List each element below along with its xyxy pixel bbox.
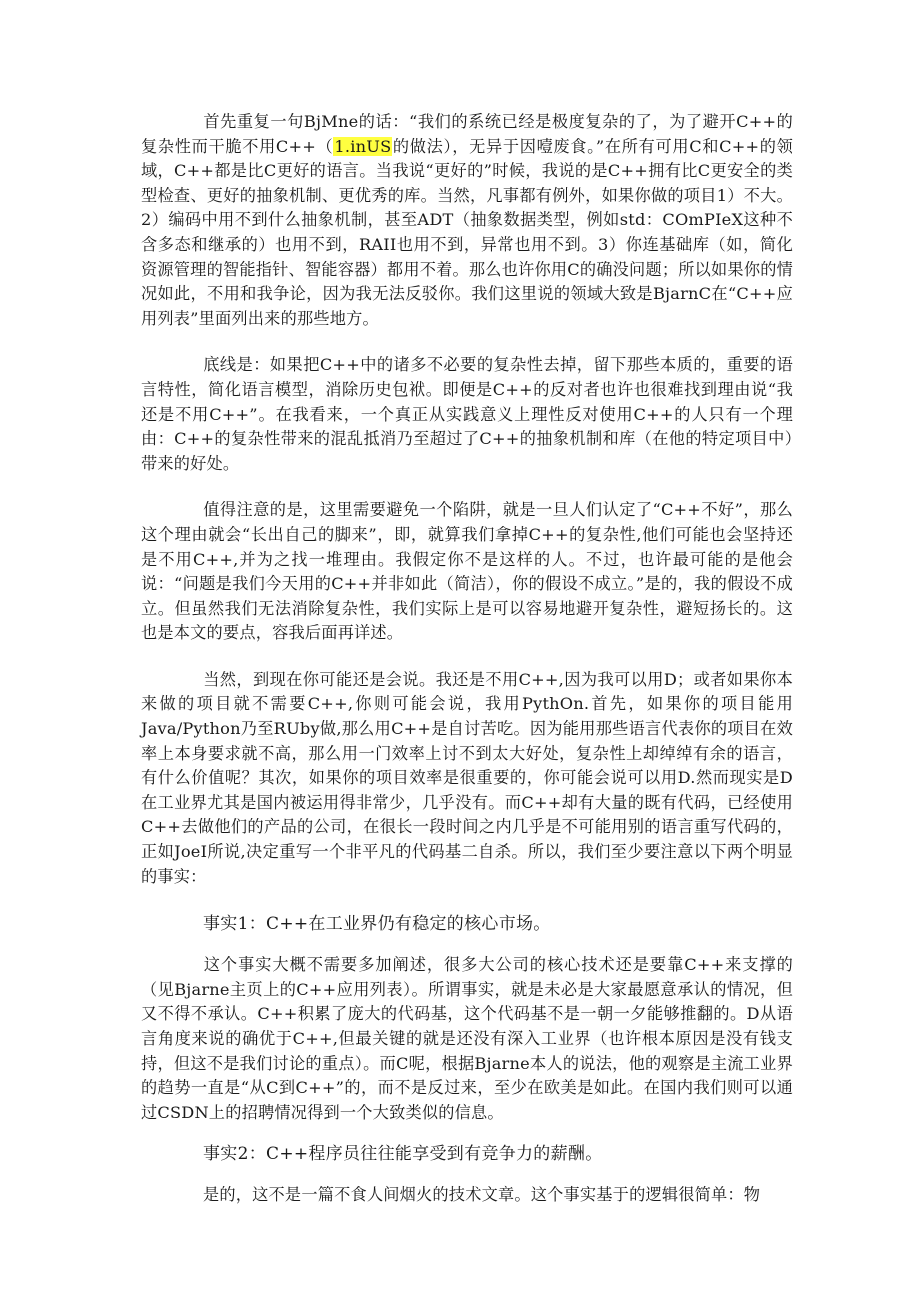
paragraph-3 xyxy=(141,498,793,646)
paragraph-5 xyxy=(141,953,793,1125)
paragraph-6 xyxy=(141,1183,793,1208)
paragraph-1-text-start: 首先重复一句BjMne的话：“我们的系统已经是极度复杂的了，为了避开C++的复杂性而干脆不用C++（ xyxy=(141,112,793,156)
fact-2-heading: 事实2：C++程序员往往能享受到有竞争力的薪酬。 xyxy=(203,1144,603,1165)
paragraph-2-text: 底线是：如果把C++中的诸多不必要的复杂性去掉，留下那些本质的，重要的语言特性，简化语言模型，消除历史包袱。即便是C++的反对者也许也很难找到理由说“我还是不用C++”。在我看来，一个真正从实践意义上理性反对使用C++的人只有一个理由：C++的复杂性带来的混乱抵消乃至超过了C++的抽象机制和库（在他的特定项目中）带来的好处。 xyxy=(141,355,793,473)
paragraph-6-text: 是的，这不是一篇不食人间烟火的技术文章。这个事实基于的逻辑很简单：物 xyxy=(203,1185,761,1205)
paragraph-4 xyxy=(141,668,793,889)
paragraph-2 xyxy=(141,353,793,476)
paragraph-5-text: 这个事实大概不需要多加阐述，很多大公司的核心技术还是要靠C++来支撑的（见Bjarne主页上的C++应用列表）。所谓事实，就是未必是大家最愿意承认的情况，但又不得不承认。C++积累了庞大的代码基，这个代码基不是一朝一夕能够推翻的。D从语言角度来说的确优于C++,但最关键的就是还没有深入工业界（也许根本原因是没有钱支持，但这不是我们讨论的重点）。而C呢，根据Bjarne本人的说法，他的观察是主流工业界的趋势一直是“从C到C++”的，而不是反过来，至少在欧美是如此。在国内我们则可以通过CSDN上的招聘情况得到一个大致类似的信息。 xyxy=(141,955,793,1122)
fact-1-heading: 事实1：C++在工业界仍有稳定的核心市场。 xyxy=(203,914,551,935)
highlighted-text: 1.inUS xyxy=(334,136,392,156)
paragraph-4-text: 当然，到现在你可能还是会说。我还是不用C++,因为我可以用D；或者如果你本来做的项目就不需要C++,你则可能会说，我用PythOn.首先，如果你的项目能用Java/Python乃至RUby做,那么用C++是自讨苦吃。因为能用那些语言代表你的项目在效率上本身要求就不高，那么用一门效率上讨不到太大好处，复杂性上却绰绰有余的语言，有什么价值呢？其次，如果你的项目效率是很重要的，你可能会说可以用D.然而现实是D在工业界尤其是国内被运用得非常少，几乎没有。而C++却有大量的既有代码，已经使用C++去做他们的产品的公司，在很长一段时间之内几乎是不可能用别的语言重写代码的，正如JoeI所说,决定重写一个非平凡的代码基二自杀。所以，我们至少要注意以下两个明显的事实： xyxy=(141,669,793,886)
paragraph-1 xyxy=(141,110,793,331)
paragraph-1-text-end: 的做法），无异于因噎废食。”在所有可用C和C++的领域，C++都是比C更好的语言。当我说“更好的”时候，我说的是C++拥有比C更安全的类型检查、更好的抽象机制、更优秀的库。当然，凡事都有例外，如果你做的项目1）不大。2）编码中用不到什么抽象机制，甚至ADT（抽象数据类型，例如std：COmPIeX这种不含多态和继承的）也用不到，RAII也用不到，异常也用不到。3）你连基础库（如，简化资源管理的智能指针、智能容器）都用不着。那么也许你用C的确没问题；所以如果你的情况如此，不用和我争论，因为我无法反驳你。我们这里说的领域大致是BjarnC在“C++应用列表”里面列出来的那些地方。 xyxy=(141,136,794,328)
document-page xyxy=(141,110,793,1208)
paragraph-3-text: 值得注意的是，这里需要避免一个陷阱，就是一旦人们认定了“C++不好”，那么这个理由就会“长出自己的脚来”，即，就算我们拿掉C++的复杂性,他们可能也会坚持还是不用C++,并为之找一堆理由。我假定你不是这样的人。不过，也许最可能的是他会说：“问题是我们今天用的C++并非如此（简洁），你的假设不成立。”是的，我的假设不成立。但虽然我们无法消除复杂性，我们实际上是可以容易地避开复杂性，避短扬长的。这也是本文的要点，容我后面再详述。 xyxy=(141,500,793,643)
